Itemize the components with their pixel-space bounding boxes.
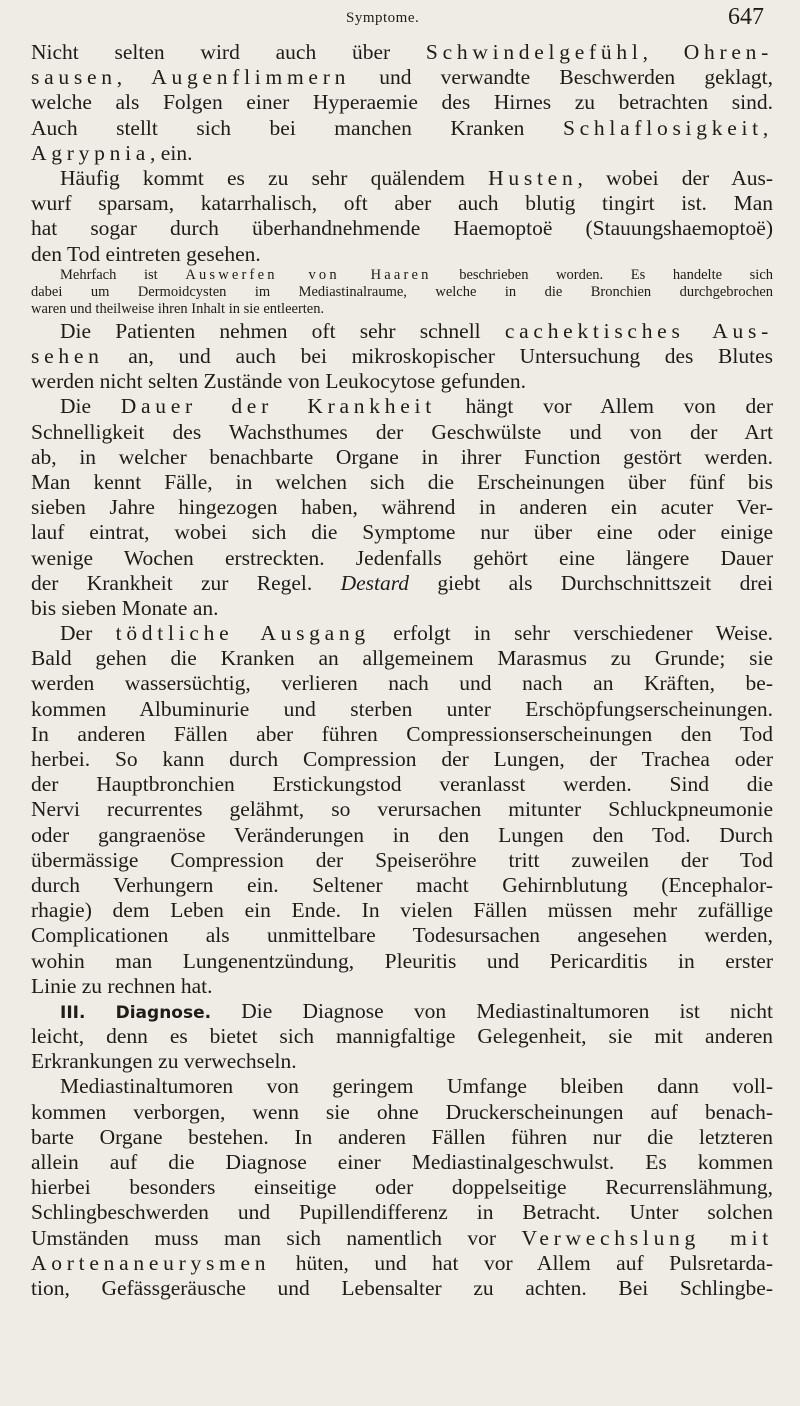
text-line: In anderen Fällen aber führen Compressionserscheinungen den Tod: [31, 721, 773, 746]
text-line: Nicht selten wird auch über Schwindelgefühl, Ohren-: [31, 40, 773, 64]
text-line: werden wassersüchtig, verlieren nach und nach an Kräften, be-: [31, 671, 773, 696]
section-number: III.: [60, 1002, 86, 1023]
text-line: sausen, Augenflimmern und verwandte Beschwerden geklagt,: [31, 65, 774, 90]
text-line: barte Organe bestehen. In anderen Fällen führen nur die letzteren: [31, 1124, 773, 1149]
text-line: Auch stellt sich bei manchen Kranken Schlaflosigkeit,: [31, 115, 773, 140]
text-line: Man kennt Fälle, in welchen sich die Erscheinungen über fünf bis: [31, 469, 773, 494]
text-line: wenige Wochen erstreckten. Jedenfalls gehört eine längere Dauer: [31, 545, 773, 570]
page-number: 647: [728, 4, 764, 30]
text-line: Linie zu rechnen hat.: [31, 973, 213, 998]
text-line: werden nicht selten Zustände von Leukocytose gefunden.: [31, 369, 526, 394]
text-line: tion, Gefässgeräusche und Lebensalter zu achten. Bei Schlingbe-: [31, 1275, 773, 1300]
text-line: ab, in welcher benachbarte Organe in ihrer Function gestört werden.: [31, 444, 773, 469]
text-line: Schlingbeschwerden und Pupillendifferenz in Betracht. Unter solchen: [31, 1200, 773, 1225]
text-line: sieben Jahre hingezogen haben, während in anderen ein acuter Ver-: [31, 495, 773, 520]
text-line: Erkrankungen zu verwechseln.: [31, 1049, 297, 1074]
text-line: kommen verborgen, wenn sie ohne Druckerscheinungen auf benach-: [31, 1099, 773, 1124]
text-line: bis sieben Monate an.: [31, 595, 219, 620]
text-line: oder gangraenöse Veränderungen in den Lungen den Tod. Durch: [31, 822, 773, 847]
footnote-line: Mehrfach ist Auswerfen von Haaren beschrieben worden. Es handelte sich: [60, 266, 774, 283]
text-line: Agrypnia, ein.: [31, 140, 193, 165]
text-line: welche als Folgen einer Hyperaemie des Hirnes zu betrachten sind.: [31, 90, 773, 115]
text-line: hierbei besonders einseitige oder doppelseitige Recurrenslähmung,: [31, 1175, 773, 1200]
footnote-line: dabei um Dermoidcysten im Mediastinalraume, welche in die Bronchien durchgebrochen: [31, 284, 773, 301]
text-line: rhagie) dem Leben ein Ende. In vielen Fällen müssen mehr zufällige: [31, 898, 773, 923]
text-line: durch Verhungern ein. Seltener macht Gehirnblutung (Encephalor-: [31, 872, 773, 897]
text-line: Schnelligkeit des Wachsthumes der Geschwülste und von der Art: [31, 419, 773, 444]
text-line: der Hauptbronchien Erstickungstod veranlasst werden. Sind die: [31, 772, 773, 797]
text-line: Aortenaneurysmen hüten, und hat vor Allem auf Pulsretarda-: [31, 1250, 774, 1275]
text-line: kommen Albuminurie und sterben unter Erschöpfungserscheinungen.: [31, 696, 773, 721]
text-line: sehen an, und auch bei mikroskopischer Untersuchung des Blutes: [31, 344, 774, 369]
text-line: hat sogar durch überhandnehmende Haemoptoë (Stauungshaemoptoë): [31, 216, 773, 241]
text-line: Häufig kommt es zu sehr quälendem Husten, wobei der Aus-: [60, 165, 773, 190]
text-line: Die Dauer der Krankheit hängt vor Allem von der: [60, 394, 774, 419]
text-line: Complicationen als unmittelbare Todesursachen angesehen werden,: [31, 923, 773, 948]
text-line: Nervi recurrentes gelähmt, so verursachen mitunter Schluckpneumonie: [31, 797, 773, 822]
text-line: Der tödtliche Ausgang erfolgt in sehr verschiedener Weise.: [60, 621, 774, 646]
text-line: den Tod eintreten gesehen.: [31, 241, 261, 266]
text-line: allein auf die Diagnose einer Mediastinalgeschwulst. Es kommen: [31, 1150, 773, 1175]
text-line: wurf sparsam, katarrhalisch, oft aber auch blutig tingirt ist. Man: [31, 191, 773, 216]
text-line: Mediastinaltumoren von geringem Umfange bleiben dann voll-: [60, 1074, 773, 1099]
text-line: herbei. So kann durch Compression der Lungen, der Trachea oder: [31, 747, 773, 772]
text-line: Die Patienten nehmen oft sehr schnell cachektisches Aus-: [60, 318, 774, 343]
footnote-line: waren und theilweise ihren Inhalt in sie entleerten.: [31, 301, 325, 318]
text-line: lauf eintrat, wobei sich die Symptome nur über eine oder einige: [31, 520, 773, 545]
section-heading-line: III. Diagnose. Die Diagnose von Mediastinaltumoren ist nicht: [60, 998, 774, 1023]
text-line: wohin man Lungenentzündung, Pleuritis und Pericarditis in erster: [31, 948, 773, 973]
text-line: der Krankheit zur Regel. Destard giebt als Durchschnittszeit drei: [31, 570, 773, 595]
section-title: Diagnose.: [115, 1002, 212, 1023]
body-text: [31, 40, 773, 1301]
running-head: Symptome.: [346, 10, 420, 26]
text-line: Bald gehen die Kranken an allgemeinem Marasmus zu Grunde; sie: [31, 646, 773, 671]
text-line: leicht, denn es bietet sich mannigfaltige Gelegenheit, sie mit anderen: [31, 1024, 773, 1049]
text-line: übermässige Compression der Speiseröhre tritt zuweilen der Tod: [31, 847, 773, 872]
text-line: Umständen muss man sich namentlich vor Verwechslung mit: [31, 1225, 774, 1250]
